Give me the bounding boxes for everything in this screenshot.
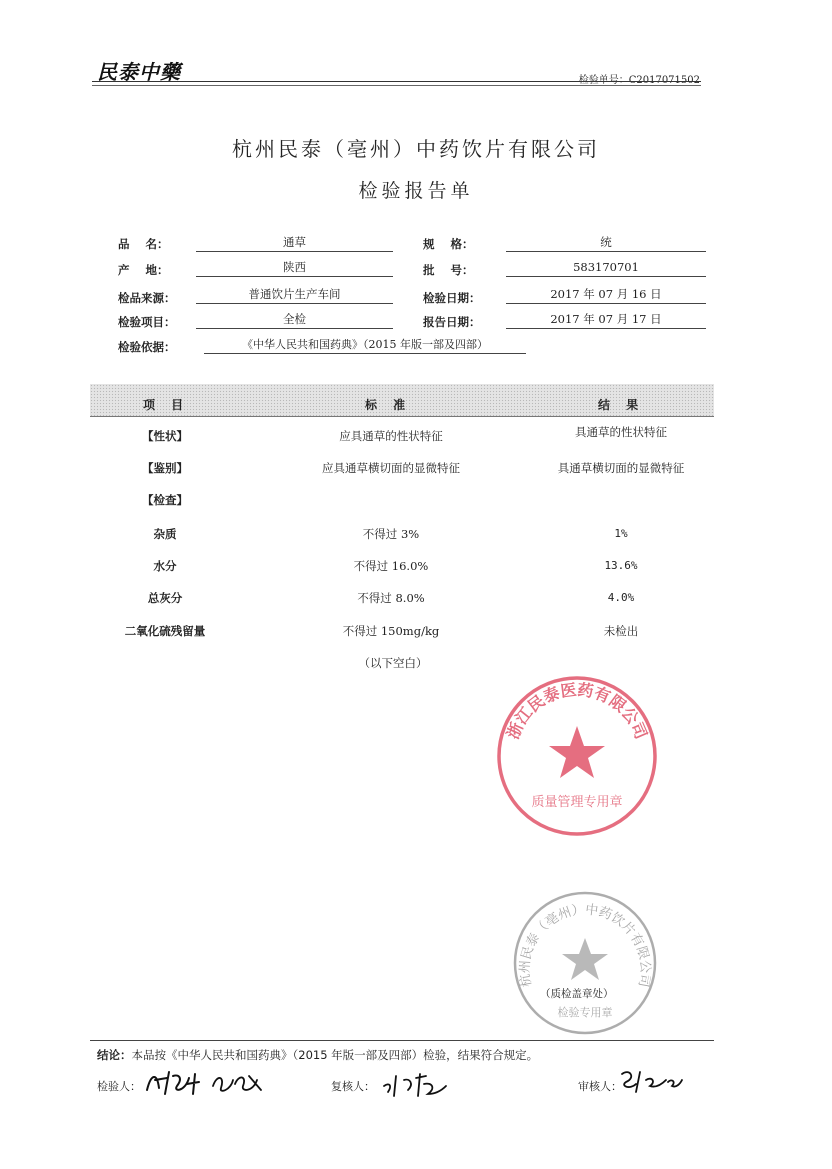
- batch-label: 批 号：: [423, 263, 474, 277]
- qc-stamp-caption: （质检盖章处）: [540, 988, 614, 1000]
- conclusion-text: 本品按《中华人民共和国药典》（2015 年版一部及四部）检验，结果符合规定。: [131, 1048, 539, 1062]
- quality-seal-red: [495, 674, 659, 838]
- table-row-standard: 不得过 150mg/kg: [342, 624, 440, 638]
- batch-value: 583170701: [506, 259, 706, 277]
- spec-value: 统: [506, 234, 706, 252]
- inspector-label: 检验人：: [97, 1080, 141, 1093]
- sample-source-label: 检品来源：: [118, 291, 176, 305]
- test-item-value: 全检: [196, 311, 393, 329]
- table-row-item: 水分: [153, 559, 177, 573]
- reviewer-label: 复核人：: [331, 1080, 375, 1093]
- test-date-value: 2017 年 07 月 16 日: [506, 286, 706, 304]
- company-name: 杭州民泰（亳州）中药饮片有限公司: [232, 137, 600, 161]
- report-title: 检验报告单: [358, 180, 474, 202]
- table-row-item: 【检查】: [142, 493, 188, 507]
- table-row-standard: 不得过 16.0%: [353, 559, 429, 573]
- basis-value: 《中华人民共和国药典》（2015 年版一部及四部）: [204, 336, 526, 354]
- table-row-item: 总灰分: [147, 591, 183, 605]
- report-date-value: 2017 年 07 月 17 日: [506, 311, 706, 329]
- product-name-value: 通草: [196, 234, 393, 252]
- table-row-standard: 应具通草的性状特征: [339, 429, 443, 443]
- svg-text:杭州民泰（亳州）中药饮片有限公司: 杭州民泰（亳州）中药饮片有限公司: [517, 902, 653, 989]
- table-row-item: 杂质: [153, 527, 177, 541]
- blank-below-note: （以下空白）: [358, 656, 428, 670]
- header-standard: 标 准: [365, 398, 412, 412]
- table-row-standard: 应具通草横切面的显微特征: [322, 461, 460, 475]
- spec-label: 规 格：: [423, 237, 474, 251]
- table-row-item: 【性状】: [142, 429, 188, 443]
- header-result: 结 果: [598, 398, 645, 412]
- table-header-divider: [90, 416, 714, 417]
- report-date-label: 报告日期：: [423, 315, 481, 329]
- table-row-result: 未检出: [603, 624, 639, 638]
- test-item-label: 检验项目：: [118, 315, 176, 329]
- svg-text:质量管理专用章: 质量管理专用章: [531, 795, 623, 810]
- table-row-result: 1%: [614, 527, 628, 540]
- svg-text:浙江民泰医药有限公司: 浙江民泰医药有限公司: [503, 679, 651, 742]
- conclusion-divider: [90, 1040, 714, 1041]
- report-number: 检验单号：C2017071502: [578, 75, 700, 86]
- conclusion: [97, 1047, 538, 1063]
- conclusion-label: 结论：: [97, 1048, 132, 1062]
- table-row-item: 二氧化硫残留量: [124, 624, 206, 638]
- table-row-result: 13.6%: [604, 559, 638, 572]
- sample-source-value: 普通饮片生产车间: [196, 286, 393, 304]
- header-item: 项 目: [143, 398, 190, 412]
- approver-signature: [616, 1064, 686, 1096]
- reviewer-signature: [380, 1068, 460, 1100]
- inspector-signature: [143, 1064, 273, 1098]
- svg-text:检验专用章: 检验专用章: [557, 1006, 613, 1019]
- origin-value: 陕西: [196, 259, 393, 277]
- test-date-label: 检验日期：: [423, 291, 481, 305]
- inspection-seal-gray: [510, 888, 660, 1038]
- product-name-label: 品 名：: [118, 237, 169, 251]
- table-row-result: 具通草横切面的显微特征: [557, 461, 685, 475]
- origin-label: 产 地：: [118, 263, 169, 277]
- header-divider: [92, 81, 701, 82]
- table-row-item: 【鉴别】: [142, 461, 188, 475]
- basis-label: 检验依据：: [118, 340, 176, 354]
- company-logo: 民泰中藥: [97, 60, 181, 84]
- table-row-result: 具通草的性状特征: [575, 425, 667, 439]
- table-row-standard: 不得过 3%: [362, 527, 420, 541]
- table-row-result: 4.0%: [607, 591, 635, 604]
- header-divider-thin: [92, 85, 701, 86]
- approver-label: 审核人：: [578, 1080, 622, 1093]
- table-row-standard: 不得过 8.0%: [357, 591, 425, 605]
